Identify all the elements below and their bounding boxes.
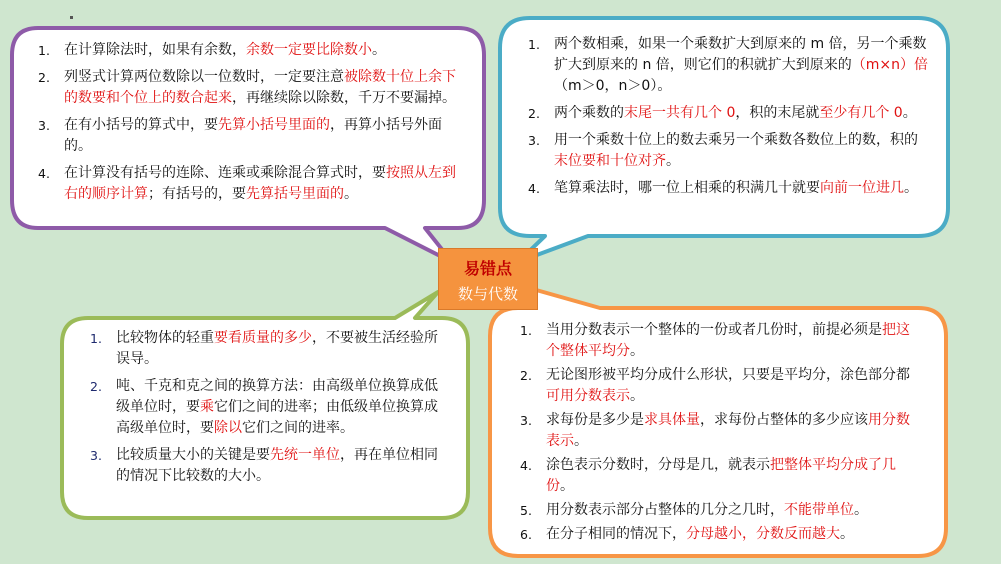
item-text (546, 410, 920, 452)
item-list (38, 40, 464, 205)
item-list (90, 328, 440, 487)
highlight-text: 余数一定要比除数小 (246, 42, 372, 58)
text-segment: 。 (372, 42, 386, 58)
item-number: 4. (528, 181, 540, 196)
item-number: 6. (520, 527, 532, 542)
list-item (528, 103, 930, 124)
text-segment: 涂色表示分数时，分母是几，就表示 (546, 457, 770, 473)
highlight-text: 乘 (200, 399, 214, 415)
text-segment: 在计算没有括号的连除、连乘或乘除混合算式时，要 (64, 165, 386, 181)
highlight-text: 除以 (214, 420, 242, 436)
text-segment: ，再在单位相同的情况下比较数的大小。 (116, 447, 438, 484)
item-number: 3. (38, 118, 50, 133)
item-text (546, 320, 920, 362)
text-segment: 求每份是多少是 (546, 412, 644, 428)
list-item (90, 376, 440, 439)
list-item (38, 40, 464, 61)
highlight-text: 分母越小，分数反而越大 (686, 526, 840, 542)
list-item (38, 163, 464, 205)
highlight-text: 按照从左到右的顺序计算 (64, 165, 456, 202)
item-text (64, 40, 464, 61)
item-text (546, 365, 920, 407)
highlight-text: 先算小括号里面的 (218, 117, 330, 133)
item-text (64, 115, 464, 157)
text-segment: 。 (854, 502, 868, 518)
highlight-text: 末位要和十位对齐 (554, 153, 666, 169)
highlight-text: 被除数十位上余下的数要和个位上的数合起来 (64, 69, 456, 106)
highlight-text: 末尾一共有几个 0 (624, 105, 736, 121)
item-text (554, 34, 930, 97)
text-segment: 笔算乘法时，哪一位上相乘的积满几十就要 (554, 180, 820, 196)
item-text (554, 130, 930, 172)
list-item (528, 130, 930, 172)
list-item (520, 410, 920, 452)
bottom-left-text (90, 328, 440, 493)
item-text (554, 178, 930, 199)
text-segment: 比较质量大小的关键是要 (116, 447, 270, 463)
highlight-text: 把这个整体平均分 (546, 322, 910, 359)
text-segment: 。 (902, 105, 917, 121)
list-item (528, 34, 930, 97)
item-text (546, 524, 920, 545)
text-segment: 。 (574, 433, 588, 449)
text-segment: ，求每份占整体的多少应该 (700, 412, 868, 428)
top-left-text (38, 40, 464, 211)
text-segment: 。 (630, 388, 644, 404)
text-segment: 两个乘数的 (554, 105, 624, 121)
list-item (520, 320, 920, 362)
highlight-text: （m×n）倍 (851, 57, 929, 73)
text-segment: 用一个乘数十位上的数去乘另一个乘数各数位上的数，积的 (554, 132, 918, 148)
text-segment: 比较物体的轻重 (116, 330, 214, 346)
highlight-text: 把整体平均分成了几份 (546, 457, 896, 494)
item-number: 1. (520, 323, 532, 338)
text-segment: 它们之间的进率。 (242, 420, 354, 436)
text-segment: 。 (630, 343, 644, 359)
item-text (64, 67, 464, 109)
text-segment: 。 (560, 478, 574, 494)
highlight-text: 至少有几个 0 (819, 105, 903, 121)
item-number: 2. (38, 70, 50, 85)
item-text (116, 445, 440, 487)
item-number: 5. (520, 503, 532, 518)
item-list (520, 320, 920, 545)
top-right-text (528, 34, 930, 205)
highlight-text: 先统一单位 (270, 447, 340, 463)
highlight-text: 先算括号里面的 (246, 186, 344, 202)
item-number: 3. (90, 448, 102, 463)
text-segment: 。 (904, 180, 918, 196)
item-text (64, 163, 464, 205)
item-text (546, 455, 920, 497)
text-segment: 在有小括号的算式中，要 (64, 117, 218, 133)
item-number: 2. (90, 379, 102, 394)
text-segment: 列竖式计算两位数除以一位数时，一定要注意 (64, 69, 344, 85)
highlight-text: 可用分数表示 (546, 388, 630, 404)
list-item (90, 328, 440, 370)
list-item (90, 445, 440, 487)
bottom-right-text (520, 320, 920, 548)
list-item (38, 115, 464, 157)
text-segment: 用分数表示部分占整体的几分之几时， (546, 502, 784, 518)
text-segment: 。 (344, 186, 358, 202)
item-number: 4. (520, 458, 532, 473)
item-number: 2. (528, 106, 540, 121)
item-text (116, 376, 440, 439)
text-segment: 在计算除法时，如果有余数， (64, 42, 246, 58)
item-number: 1. (528, 37, 540, 52)
item-list (528, 34, 930, 199)
item-number: 3. (520, 413, 532, 428)
list-item (520, 500, 920, 521)
text-segment: 。 (840, 526, 854, 542)
list-item (520, 455, 920, 497)
text-segment: ，不要被生活经验所误导。 (116, 330, 438, 367)
text-segment: 在分子相同的情况下， (546, 526, 686, 542)
center-subtitle: 数与代数 (457, 285, 518, 303)
list-item (520, 365, 920, 407)
text-segment: 它们之间的进率；由低级单位换算成高级单位时，要 (116, 399, 438, 436)
item-text (116, 328, 440, 370)
list-item (528, 178, 930, 199)
text-segment: 两个数相乘，如果一个乘数扩大到原来的 m 倍，另一个乘数扩大到原来的 n 倍，则它们的积就扩大到原来的 (554, 36, 927, 73)
highlight-text: 用分数表示 (546, 412, 910, 449)
text-segment: ；有括号的，要 (148, 186, 246, 202)
highlight-text: 不能带单位 (784, 502, 854, 518)
item-number: 1. (38, 43, 50, 58)
center-title: 易错点 (463, 259, 512, 278)
item-text (546, 500, 920, 521)
text-segment: ，再算小括号外面的。 (64, 117, 442, 154)
item-number: 2. (520, 368, 532, 383)
stray-dot (70, 16, 73, 19)
text-segment: （m＞0，n＞0）。 (554, 78, 672, 94)
item-number: 1. (90, 331, 102, 346)
item-number: 3. (528, 133, 540, 148)
highlight-text: 向前一位进几 (820, 180, 904, 196)
text-segment: 当用分数表示一个整体的一份或者几份时，前提必须是 (546, 322, 882, 338)
text-segment: 。 (666, 153, 680, 169)
list-item (520, 524, 920, 545)
text-segment: ，再继续除以除数，千万不要漏掉。 (232, 90, 456, 106)
item-number: 4. (38, 166, 50, 181)
list-item (38, 67, 464, 109)
highlight-text: 要看质量的多少 (214, 330, 312, 346)
item-text (554, 103, 930, 124)
text-segment: 吨、千克和克之间的换算方法：由高级单位换算成低级单位时，要 (116, 378, 438, 415)
text-segment: ，积的末尾就 (735, 105, 820, 121)
highlight-text: 求具体量 (644, 412, 700, 428)
center-topic-box (438, 248, 538, 310)
text-segment: 无论图形被平均分成什么形状，只要是平均分，涂色部分都 (546, 367, 910, 383)
